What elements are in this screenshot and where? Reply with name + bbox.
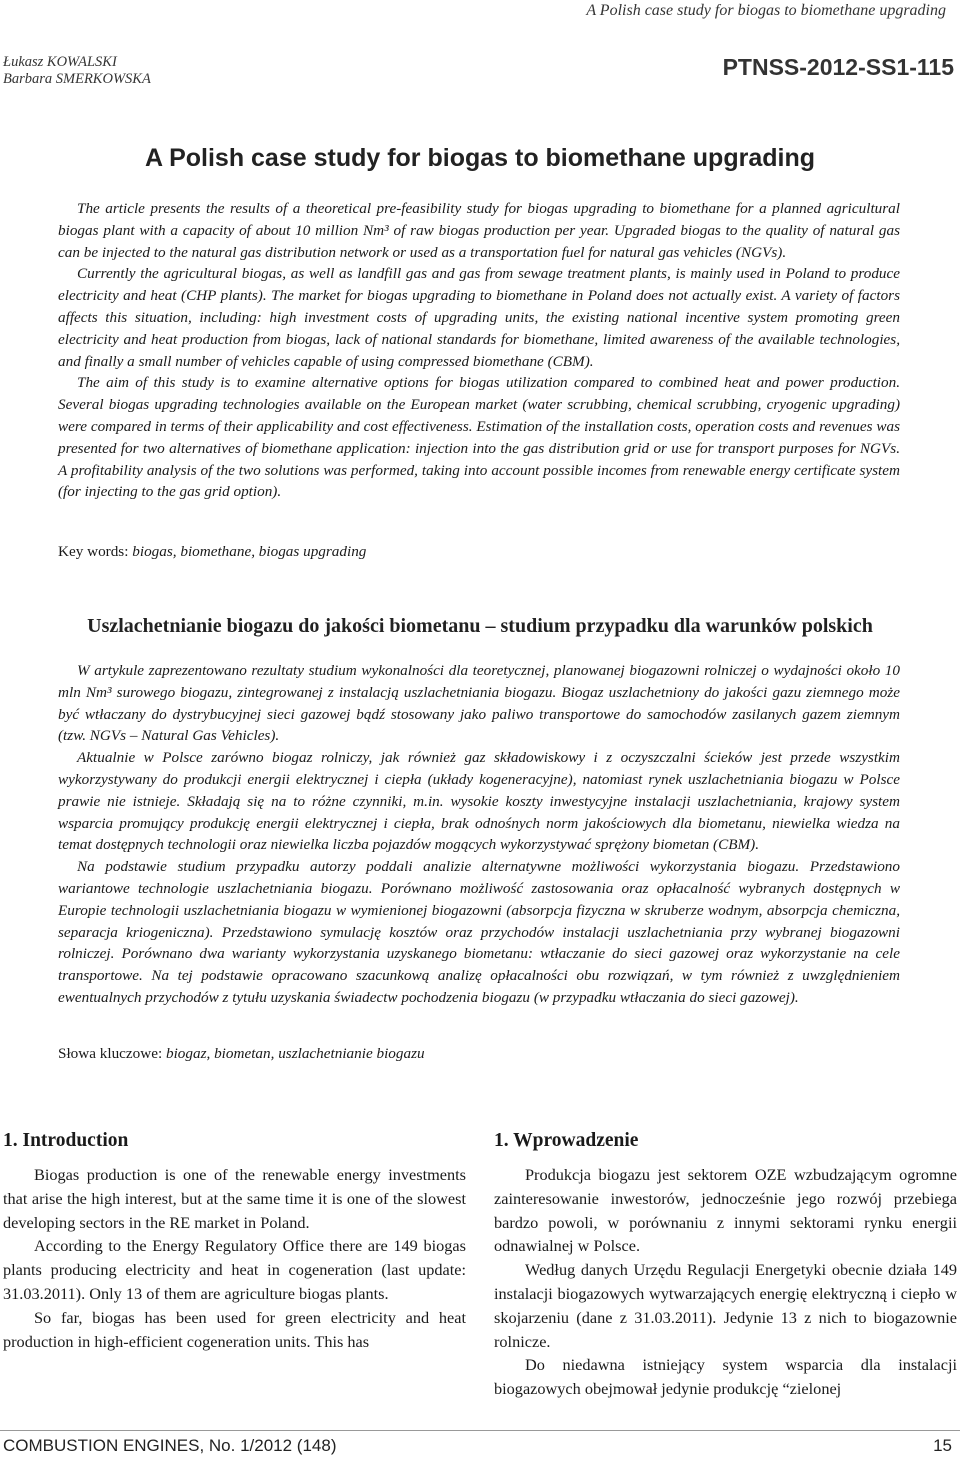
body-paragraph: Biogas production is one of the renewable energy investments that arise the high interest, but at the same time it is one of the slowest developing sectors in the RE market in Poland.	[3, 1165, 466, 1232]
body-paragraph: So far, biogas has been used for green electricity and heat production in high-efficient cogeneration units. This has	[3, 1307, 466, 1351]
body-paragraph: Do niedawna istniejący system wsparcia dla instalacji biogazowych obejmował jedynie produkcję “zielonej	[494, 1355, 957, 1399]
section-heading: 1. Wprowadzenie	[494, 1130, 639, 1151]
running-header: A Polish case study for biogas to biomethane upgrading	[586, 2, 946, 19]
keywords-text: biogas, biomethane, biogas upgrading	[132, 543, 367, 560]
paper-title-pl: Uszlachetnianie biogazu do jakości biometanu – studium przypadku dla warunków polskich	[87, 615, 873, 637]
author-name: Barbara SMERKOWSKA	[3, 71, 151, 87]
body-paragraph: Według danych Urzędu Regulacji Energetyki obecnie działa 149 instalacji biogazowych wytwarzających energię elektryczną i ciepło w skojarzeniu (dane z 31.03.2011). Jedynie 13 z nich to biogazownie rolnicze.	[494, 1260, 957, 1351]
author-list	[3, 54, 151, 88]
abstract-paragraph: The aim of this study is to examine alternative options for biogas utilization compared to combined heat and power production. Several biogas upgrading technologies available on the European market (water scrubbing, chemical scrubbing, cryogenic upgrading) were compared in terms of their applicability and cost effectiveness. Estimation of the installation costs, operation costs and revenues was presented for two alternatives of biomethane application: injection into the gas distribution grid or use for transport purposes for NGVs. A profitability analysis of the two solutions was performed, taking into account possible incomes from renewable energy certificate system (for injecting to the gas grid option).	[58, 374, 900, 501]
keywords-en	[58, 543, 900, 561]
abstract-pl	[58, 660, 900, 1009]
abstract-paragraph: The article presents the results of a theoretical pre-feasibility study for biogas upgrading to biomethane for a planned agricultural biogas plant with a capacity of about 10 million Nm³ of raw biogas production per year. Upgraded biogas to the quality of natural gas can be injected to the natural gas distribution network or used as a transportation fuel for natural gas vehicles (NGVs).	[58, 200, 900, 261]
body-paragraph: According to the Energy Regulatory Office there are 149 biogas plants producing electricity and heat in cogeneration (last update: 31.03.2011). Only 13 of them are agriculture biogas plants.	[3, 1236, 466, 1303]
body-paragraph: Produkcja biogazu jest sektorem OZE wzbudzającym ogromne zainteresowanie inwestorów, jednocześnie jego rozwój przebiega bardzo powoli, w porównaniu z innymi sektorami rynku energii odnawialnej w Polsce.	[494, 1165, 957, 1256]
journal-footer: COMBUSTION ENGINES, No. 1/2012 (148)	[3, 1436, 337, 1455]
abstract-paragraph: Aktualnie w Polsce zarówno biogaz rolniczy, jak również gaz składowiskowy i z oczyszczalni ścieków jest przede wszystkim wykorzystywany do produkcji energii elektrycznej i ciepła (układy kogeneracyjne), natomiast rynek uszlachetniania biogazu w Polsce prawie nie istnieje. Składają się na to różne czynniki, m.in. wysokie koszty inwestycyjne instalacji uszlachetniania, krajowy system wsparcia promujący produkcję energii elektrycznej i ciepła, brak odnośnych norm jakościowych dla biometanu, niewielka wiedza na temat dostępnych technologii oraz niewielka liczba pojazdów mogących wykorzystywać sprężony biometan (CBM).	[58, 749, 900, 854]
intro-pl-column	[494, 1129, 957, 1401]
paper-title-en: A Polish case study for biogas to biomethane upgrading	[145, 144, 815, 172]
abstract-en	[58, 198, 900, 503]
author-name: Łukasz KOWALSKI	[3, 54, 117, 70]
page-number: 15	[933, 1436, 952, 1455]
abstract-paragraph: Na podstawie studium przypadku autorzy poddali analizie alternatywne możliwości wykorzystania biogazu. Przedstawiono wariantowe technologie uszlachetniania biogazu. Porównano możliwość zastosowania oraz opłacalność wybranych dostępnych w Europie technologii uszlachetniania biogazu w wymienionej biogazowni (absorpcja fizyczna w skruberze wodnym, absorpcja chemiczna, separacja kriogeniczna). Przedstawiono symulację kosztów oraz przychodów instalacji uszlachetniania przy wybranej biogazowni rolniczej. Porównano dwa warianty wykorzystania uzyskanego biometanu: wtłaczanie do sieci gazowej oraz wykorzystanie na cele transportowe. Na tej podstawie opracowano szacunkową analizę opłacalności obu rozwiązań, w tym również z uwzględnieniem ewentualnych przychodów z tytułu uzyskania świadectw pochodzenia biogazu (w przypadku wtłaczania do sieci gazowej).	[58, 858, 900, 1006]
abstract-paragraph: W artykule zaprezentowano rezultaty studium wykonalności dla teoretycznej, planowanej biogazowni rolniczej o wydajności około 10 mln Nm³ surowego biogazu, zintegrowanej z instalacją uszlachetniania biogazu. Biogaz uszlachetniony do jakości gazu ziemnego może być wtłaczany do dystrybucyjnej sieci gazowej bądź stosowany jako paliwo transportowe do samochodów zasilanych gazem ziemnym (tzw. NGVs – Natural Gas Vehicles).	[58, 662, 900, 745]
keywords-pl	[58, 1045, 900, 1063]
keywords-label: Słowa kluczowe:	[58, 1045, 163, 1062]
keywords-label: Key words:	[58, 543, 129, 560]
intro-en-column	[3, 1129, 466, 1353]
abstract-paragraph: Currently the agricultural biogas, as well as landfill gas and gas from sewage treatment plants, is mainly used in Poland to produce electricity and heat (CHP plants). The market for biogas upgrading to biomethane in Poland does not actually exist. A variety of factors affects this situation, including: high investment costs of upgrading units, the existing national incentive system promoting green electricity and heat production from biogas, lack of national standards for biomethane, limited awareness of the available technologies, and finally a small number of vehicles capable of using compressed biomethane (CBM).	[58, 265, 900, 370]
footer-divider	[0, 1430, 960, 1431]
keywords-text: biogaz, biometan, uszlachetnianie biogazu	[165, 1045, 425, 1062]
section-heading: 1. Introduction	[3, 1130, 129, 1151]
paper-code: PTNSS-2012-SS1-115	[722, 54, 954, 80]
